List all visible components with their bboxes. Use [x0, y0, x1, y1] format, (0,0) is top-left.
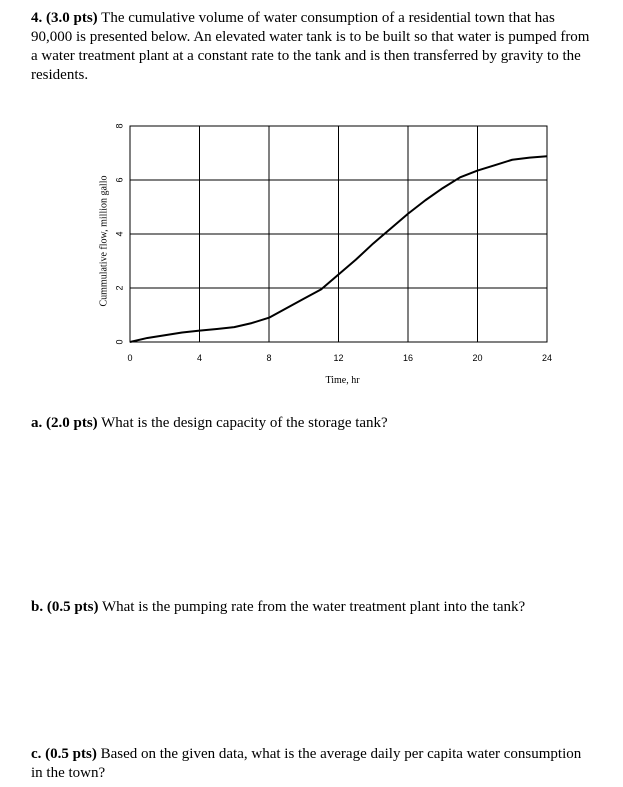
y-tick-label: 8: [114, 123, 125, 129]
x-tick-label: 16: [402, 353, 414, 363]
x-tick-label: 12: [333, 353, 344, 363]
y-tick-label: 0: [114, 339, 125, 345]
part-c: [31, 745, 591, 783]
y-axis-label: Cummulative flow, million gallo: [98, 175, 110, 307]
part-b-points: b. (0.5 pts): [31, 599, 99, 615]
part-b: [31, 598, 591, 617]
part-c-text: Based on the given data, what is the average daily per capita water consumption in the town?: [31, 746, 582, 781]
y-tick-label: 6: [114, 177, 125, 183]
x-tick-label: 0: [127, 353, 133, 363]
y-tick-label: 2: [114, 285, 125, 291]
x-tick-label: 24: [541, 353, 553, 363]
x-tick-label: 20: [472, 353, 483, 363]
x-tick-label: 4: [196, 353, 203, 363]
question-number: 4. (3.0 pts): [31, 10, 98, 26]
part-a-text: What is the design capacity of the storage tank?: [97, 415, 388, 431]
part-b-text: What is the pumping rate from the water treatment plant into the tank?: [98, 599, 526, 615]
part-a-points: a. (2.0 pts): [31, 415, 98, 431]
x-axis-label: Time, hr: [325, 375, 360, 386]
part-c-points: c. (0.5 pts): [31, 746, 97, 762]
y-tick-label: 4: [114, 231, 125, 237]
x-tick-label: 8: [266, 353, 272, 363]
question-text: The cumulative volume of water consumption of a residential town that has 90,000 is presented below. An elevated water tank is to be built so that water is pumped from a water treatment plant at a constant rate to the tank and is then transferred by gravity to the residents.: [31, 10, 590, 83]
part-a: [31, 414, 591, 433]
